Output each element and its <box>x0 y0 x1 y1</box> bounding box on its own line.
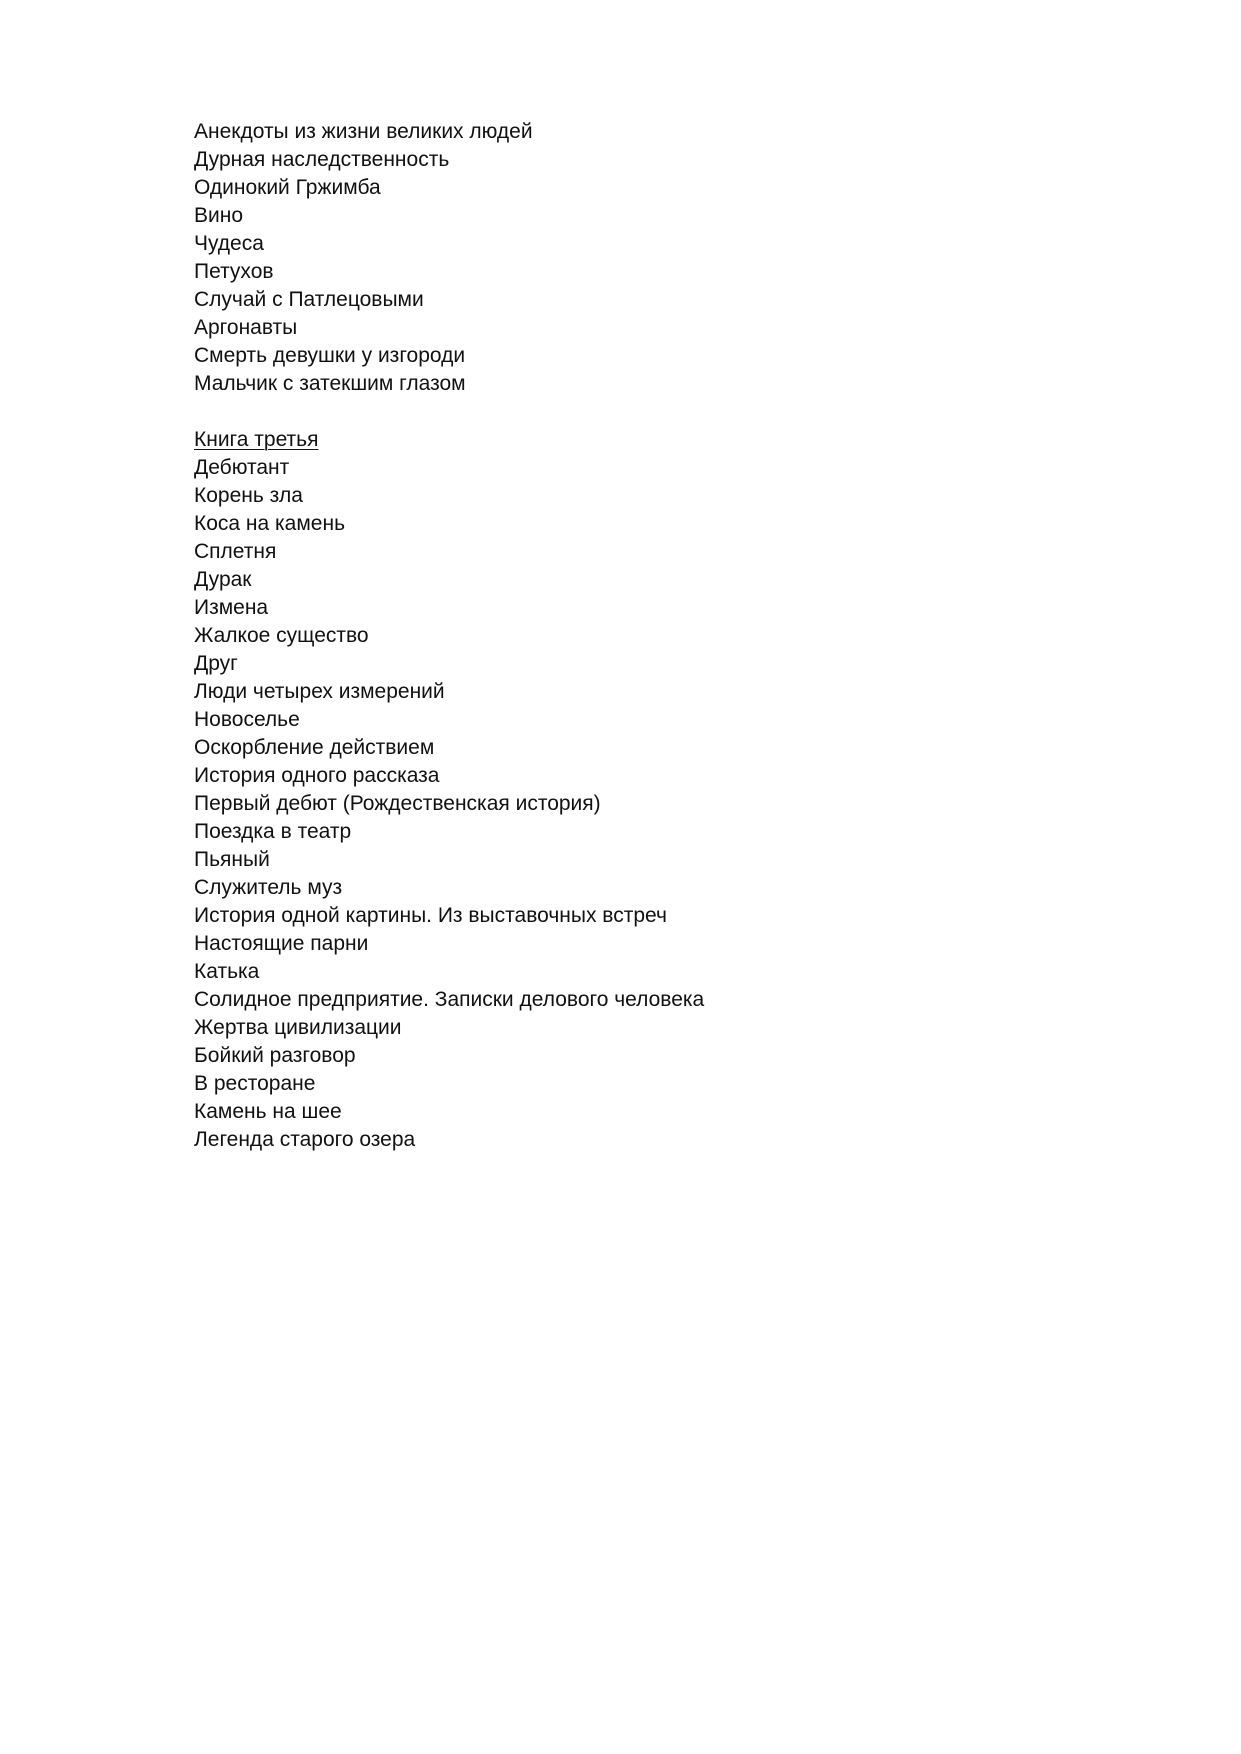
list-item: Оскорбление действием <box>194 736 435 759</box>
list-item: В ресторане <box>194 1072 316 1095</box>
list-item: Жалкое существо <box>194 624 369 647</box>
list-item: Катька <box>194 960 260 983</box>
table-of-contents <box>194 118 1094 1154</box>
list-item: Аргонавты <box>194 316 298 339</box>
list-item: История одной картины. Из выставочных встреч <box>194 904 667 927</box>
list-item: Друг <box>194 652 238 675</box>
story-list-book-three <box>194 454 1094 1154</box>
list-item: Поездка в театр <box>194 820 352 843</box>
list-item: Настоящие парни <box>194 932 369 955</box>
section-heading-book-three: Книга третья <box>194 428 319 451</box>
list-item: Дебютант <box>194 456 290 479</box>
list-item: Одинокий Гржимба <box>194 176 381 199</box>
list-item: Жертва цивилизации <box>194 1016 402 1039</box>
list-item: Мальчик с затекшим глазом <box>194 372 466 395</box>
list-item: Бойкий разговор <box>194 1044 356 1067</box>
list-item: Корень зла <box>194 484 303 507</box>
section-spacer <box>194 398 1094 426</box>
list-item: Люди четырех измерений <box>194 680 445 703</box>
list-item: Петухов <box>194 260 274 283</box>
list-item: Анекдоты из жизни великих людей <box>194 120 533 143</box>
list-item: История одного рассказа <box>194 764 440 787</box>
story-list-part-one <box>194 118 1094 398</box>
list-item: Дурная наследственность <box>194 148 450 171</box>
list-item: Смерть девушки у изгороди <box>194 344 466 367</box>
list-item: Первый дебют (Рождественская история) <box>194 792 601 815</box>
list-item: Солидное предприятие. Записки делового человека <box>194 988 705 1011</box>
list-item: Сплетня <box>194 540 277 563</box>
list-item: Случай с Патлецовыми <box>194 288 424 311</box>
list-item: Измена <box>194 596 269 619</box>
list-item: Камень на шее <box>194 1100 342 1123</box>
list-item: Вино <box>194 204 244 227</box>
list-item: Служитель муз <box>194 876 343 899</box>
list-item: Пьяный <box>194 848 270 871</box>
list-item: Новоселье <box>194 708 300 731</box>
list-item: Чудеса <box>194 232 264 255</box>
list-item: Легенда старого озера <box>194 1128 416 1151</box>
list-item: Коса на камень <box>194 512 346 535</box>
list-item: Дурак <box>194 568 252 591</box>
